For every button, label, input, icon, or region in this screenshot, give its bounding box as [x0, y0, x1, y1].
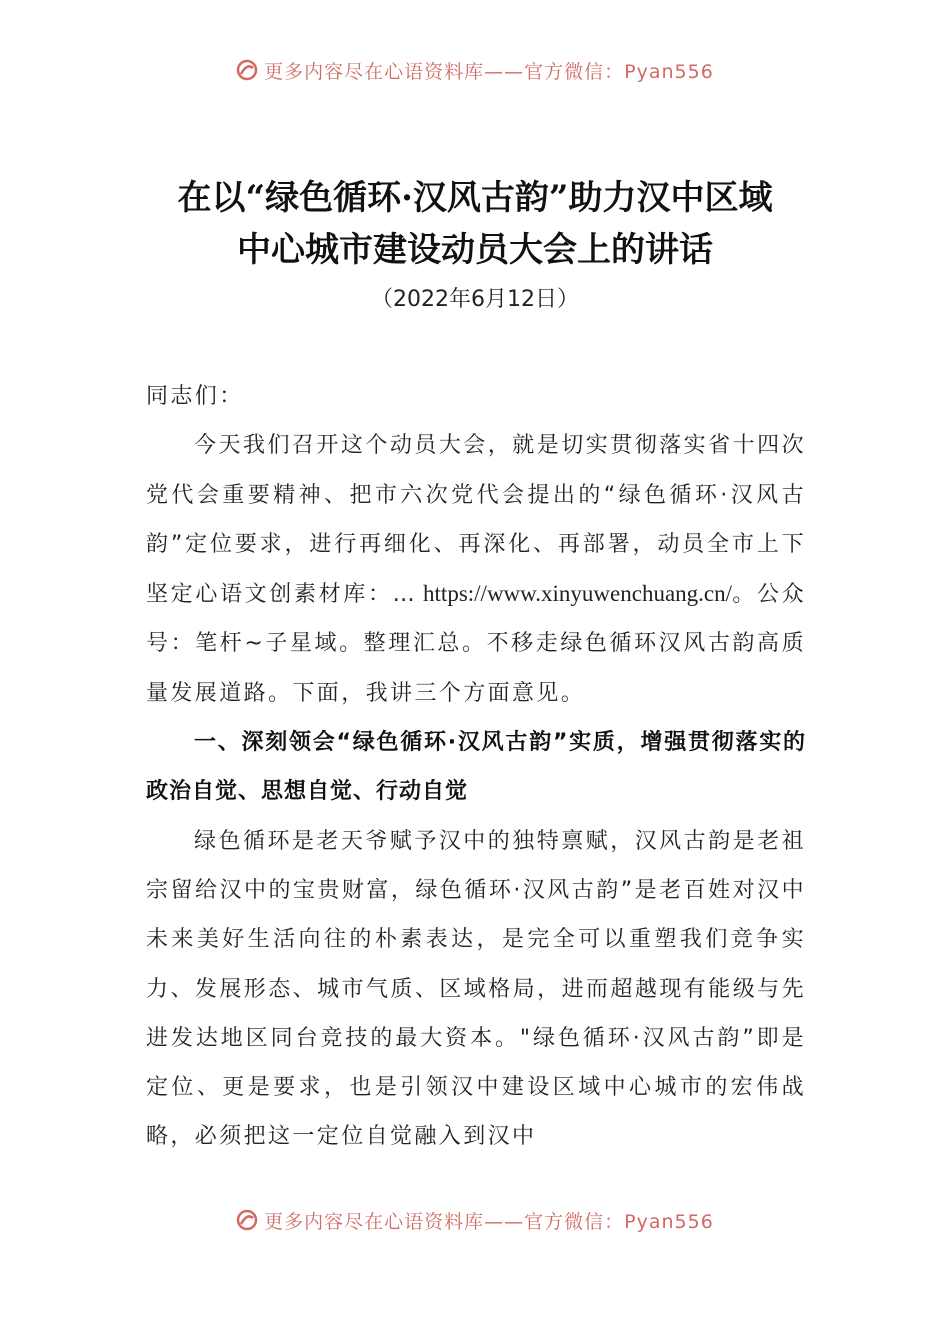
watermark-logo-icon — [236, 59, 258, 81]
watermark-bottom — [0, 1208, 950, 1232]
watermark-text: 更多内容尽在心语资料库——官方微信：Pyan556 — [264, 1210, 714, 1232]
watermark-top — [0, 58, 950, 82]
website-link[interactable]: https://www.xinyuwenchuang.cn/ — [417, 581, 733, 607]
document-title-line-1: 在以“绿色循环·汉风古韵”助力汉中区域 — [177, 178, 773, 218]
document-date: （2022年6月12日） — [371, 287, 579, 312]
watermark-logo-icon — [236, 1209, 258, 1231]
salutation: 同志们： — [146, 384, 244, 409]
paragraph-intro — [146, 421, 806, 718]
document-title-line-2: 中心城市建设动员大会上的讲话 — [237, 230, 713, 270]
paragraph-intro-text-a: 今天我们召开这个动员大会，就是切实贯彻落实省十四次党代会重要精神、把市六次党代会提出的“绿色循环·汉风古韵”定位要求，进行再细化、再深化、再部署，动员全市上下坚定心语文创素材库：… — [146, 433, 806, 608]
paragraph-intro-text-b: 。公众号：笔杆~子星域。整理汇总。不移走绿色循环汉风古韵高质量发展道路。下面，我讲三个方面意见。 — [146, 582, 807, 706]
watermark-text: 更多内容尽在心语资料库——官方微信：Pyan556 — [264, 60, 714, 82]
section-heading-1: 一、深刻领会“绿色循环·汉风古韵”实质，增强贯彻落实的政治自觉、思想自觉、行动自觉 — [146, 730, 806, 805]
paragraph-section-1: 绿色循环是老天爷赋予汉中的独特禀赋，汉风古韵是老祖宗留给汉中的宝贵财富，绿色循环·汉风古韵”是老百姓对汉中未来美好生活向往的朴素表达，是完全可以重塑我们竞争实力、发展形态、城市气质、区域格局，进而超越现有能级与先进发达地区同台竞技的最大资本。"绿色循环·汉风古韵”即是定位、更是要求，也是引领汉中建设区域中心城市的宏伟战略，必须把这一定位自觉融入到汉中 — [146, 828, 806, 1150]
document-body — [146, 372, 806, 1162]
